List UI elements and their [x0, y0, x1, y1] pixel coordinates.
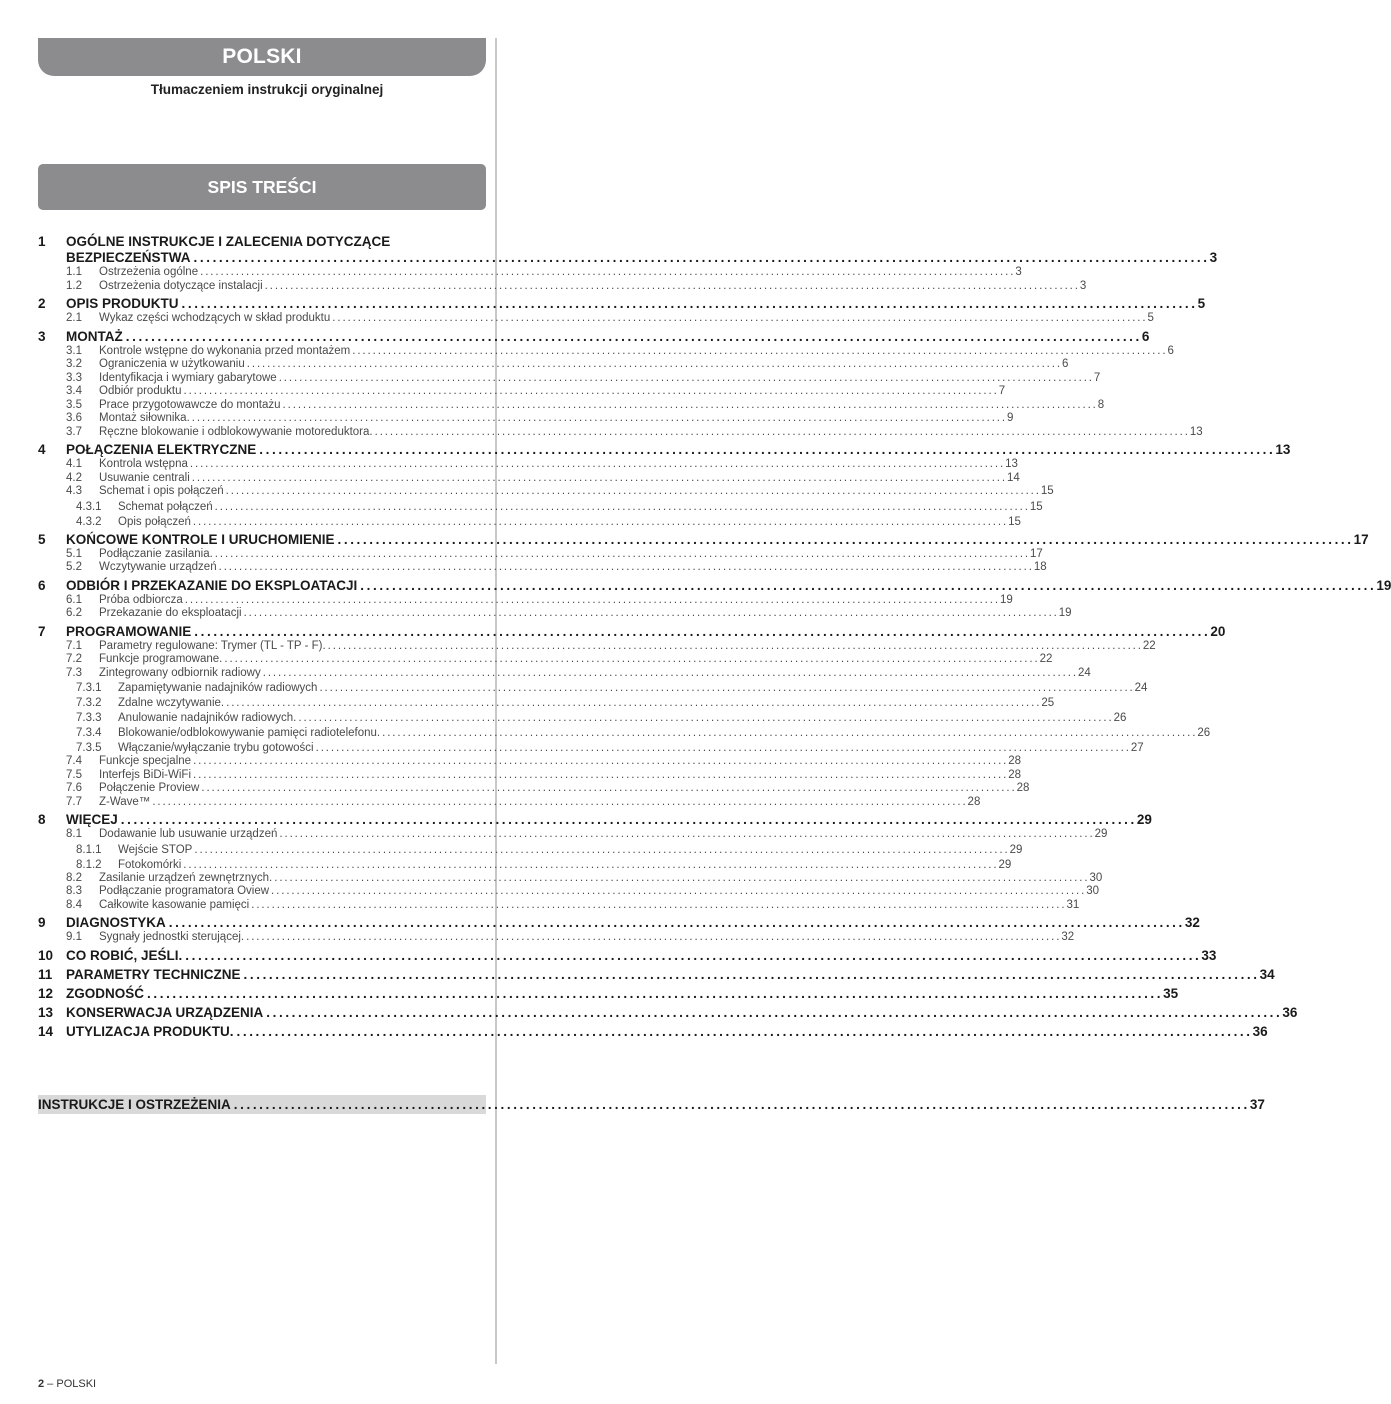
toc-subsection-title: Przekazanie do eksploatacji: [99, 607, 242, 619]
toc-subsection-page: 19: [999, 593, 1013, 606]
toc-subsection-number: 5.2: [66, 561, 82, 573]
toc-subsubsection-number: 7.3.2: [76, 697, 102, 709]
toc-leader-dots: ................................................................................................................................................................: [374, 425, 1190, 438]
toc-section-page: 36: [1282, 1004, 1298, 1020]
toc-subsection-title: Parametry regulowane: Trymer (TL - TP - F).: [99, 639, 326, 652]
toc-final-page: 37: [1249, 1097, 1265, 1112]
toc-subsection-number: 7.3: [66, 666, 82, 679]
toc-leader-dots: ................................................................................................................................................................: [319, 682, 1135, 694]
toc-subsubsection-title: Opis połączeń: [118, 515, 191, 528]
toc-leader-dots: ................................................................................................................................................................: [201, 782, 1017, 794]
toc-final-entry[interactable]: [38, 1095, 1265, 1114]
toc-subsection[interactable]: [38, 485, 1054, 499]
toc-subsubsection-number: 7.3.4: [76, 727, 102, 739]
toc-subsection-page: 32: [1061, 931, 1075, 943]
toc-subsection-page: 19: [1058, 607, 1072, 619]
toc-subsection-page: 14: [1006, 471, 1020, 484]
toc-section-page: 19: [1376, 577, 1391, 593]
toc-subsection-page: 6: [1061, 358, 1069, 370]
toc-leader-dots: ................................................................................................................................................................: [181, 296, 1198, 311]
toc-section-page: 6: [1141, 328, 1150, 344]
toc-section-number: 9: [38, 915, 46, 930]
toc-subsection[interactable]: [38, 871, 1103, 886]
toc-section-page: 13: [1275, 442, 1291, 457]
toc-section[interactable]: [38, 812, 1152, 828]
toc-leader-dots: ................................................................................................................................................................: [193, 768, 1009, 781]
toc-subsection-number: 3.5: [66, 398, 82, 411]
toc-leader-dots: ................................................................................................................................................................: [168, 915, 1185, 930]
toc-section-number: 14: [38, 1023, 54, 1039]
toc-leader-dots: ................................................................................................................................................................: [282, 398, 1098, 411]
toc-subsection-page: 28: [967, 795, 981, 808]
toc-subsection-title: Ostrzeżenia ogólne: [99, 266, 199, 278]
toc-section-number: 4: [38, 442, 46, 457]
toc-section-title: PARAMETRY TECHNICZNE: [66, 966, 241, 982]
toc-leader-dots: ................................................................................................................................................................: [191, 471, 1007, 484]
toc-leader-dots: ................................................................................................................................................................: [226, 697, 1042, 709]
toc-subsubsection[interactable]: [38, 726, 1211, 740]
toc-subsection[interactable]: [38, 312, 1154, 326]
toc-section-title: BEZPIECZEŃSTWA: [66, 250, 191, 265]
toc-section-title: ODBIÓR I PRZEKAZANIE DO EKSPLOATACJI: [66, 577, 358, 593]
toc-leader-dots: ................................................................................................................................................................: [189, 458, 1006, 470]
toc-leader-dots: ................................................................................................................................................................: [337, 531, 1354, 547]
toc-subsection-number: 8.3: [66, 885, 82, 897]
toc-subsection-number: 7.5: [66, 768, 82, 781]
toc-subsection[interactable]: [38, 561, 1047, 575]
toc-section[interactable]: [38, 1004, 1298, 1021]
toc-section-number: 2: [38, 296, 46, 311]
toc-subsubsection[interactable]: [38, 515, 1021, 529]
toc-section-page: 35: [1163, 985, 1179, 1001]
toc-section[interactable]: [38, 947, 1217, 964]
toc-subsection[interactable]: [38, 653, 1053, 667]
toc-subsection-number: 7.1: [66, 639, 82, 652]
toc-subsection-number: 3.7: [66, 425, 82, 438]
toc-leader-dots: ................................................................................................................................................................: [214, 547, 1031, 560]
toc-subsubsection-number: 8.1.1: [76, 843, 102, 856]
footer-language: POLSKI: [56, 1378, 97, 1390]
toc-subsection-page: 6: [1167, 344, 1174, 357]
toc-section-title: KONSERWACJA URZĄDZENIA: [66, 1004, 264, 1020]
toc-subsection-page: 8: [1097, 398, 1105, 411]
toc-subsection-title: Podłączanie zasilania.: [99, 547, 213, 560]
toc-section[interactable]: [38, 531, 1369, 548]
toc-banner: [38, 164, 486, 210]
toc-subsection[interactable]: [38, 344, 1174, 359]
toc-subsubsection-page: 24: [1134, 682, 1148, 694]
toc-subsection-page: 3: [1079, 279, 1087, 292]
toc-subsection-number: 3.6: [66, 412, 82, 424]
toc-subsection-page: 22: [1039, 653, 1053, 665]
toc-subsection-number: 3.3: [66, 371, 82, 384]
toc-subsubsection-page: 29: [998, 858, 1012, 871]
toc-subsection[interactable]: [38, 666, 1091, 681]
toc-subsection-number: 6.1: [66, 593, 82, 606]
toc-section[interactable]: [38, 623, 1226, 640]
toc-section-title: CO ROBIĆ, JEŚLI.: [66, 947, 183, 963]
footer-separator: –: [44, 1378, 57, 1390]
toc-leader-dots: ................................................................................................................................................................: [243, 607, 1059, 619]
toc-subsection[interactable]: [38, 828, 1108, 842]
toc-subsection[interactable]: [38, 931, 1075, 945]
toc-subsection-page: 28: [1008, 755, 1022, 767]
toc-subsection-number: 7.6: [66, 782, 82, 794]
toc-section-title: MONTAŻ: [66, 328, 123, 344]
toc-subsection-title: Ostrzeżenia dotyczące instalacji: [99, 279, 263, 292]
toc-leader-dots: ................................................................................................................................................................: [243, 966, 1260, 982]
toc-subsection[interactable]: [38, 607, 1072, 621]
toc-leader-dots: ................................................................................................................................................................: [200, 266, 1016, 278]
toc-leader-dots: ................................................................................................................................................................: [259, 442, 1276, 457]
toc-subsection-page: 31: [1066, 898, 1080, 911]
toc-subsubsection-number: 7.3.3: [76, 712, 102, 724]
document-subtitle: Tłumaczeniem instrukcji oryginalnej: [150, 82, 384, 97]
toc-subsection-title: Z-Wave™: [99, 795, 151, 808]
toc-subsection-title: Ograniczenia w użytkowaniu: [99, 358, 245, 370]
toc-leader-dots: ................................................................................................................................................................: [183, 858, 999, 871]
toc-section-title-part1: OGÓLNE INSTRUKCJE I ZALECENIA DOTYCZĄCE: [66, 234, 391, 249]
page-footer: [38, 1378, 96, 1390]
toc-subsection-title: Usuwanie centrali: [99, 471, 190, 484]
toc-subsubsection-title: Blokowanie/odblokowywanie pamięci radiotelefonu.: [118, 727, 381, 739]
toc-leader-dots: ................................................................................................................................................................: [120, 812, 1137, 827]
toc-subsection-number: 3.2: [66, 358, 82, 370]
toc-section-title: POŁĄCZENIA ELEKTRYCZNE: [66, 442, 257, 457]
toc-subsection-page: 22: [1142, 639, 1156, 652]
toc-subsubsection[interactable]: [38, 843, 1023, 857]
toc-subsection[interactable]: [38, 371, 1101, 386]
toc-leader-dots: ................................................................................................................................................................: [236, 1023, 1253, 1039]
toc-subsection-title: Wczytywanie urządzeń: [99, 561, 217, 573]
toc-subsection-number: 3.4: [66, 385, 82, 397]
toc-subsection-number: 9.1: [66, 931, 82, 943]
toc-leader-dots: ................................................................................................................................................................: [193, 250, 1210, 265]
toc-section-page: 20: [1210, 623, 1226, 639]
toc-leader-dots: ................................................................................................................................................................: [194, 623, 1211, 639]
toc-subsection-number: 1.2: [66, 279, 82, 292]
toc-subsection-page: 28: [1016, 782, 1030, 794]
toc-subsection-page: 18: [1033, 561, 1047, 573]
toc-section-title: OPIS PRODUKTU: [66, 296, 179, 311]
toc-subsubsection[interactable]: [38, 858, 1012, 872]
toc-section[interactable]: [38, 296, 1206, 312]
toc-subsection-title: Ręczne blokowanie i odblokowywanie motoreduktora.: [99, 425, 373, 438]
toc-title: SPIS TREŚCI: [207, 176, 317, 197]
toc-final-title: INSTRUKCJE I OSTRZEŻENIA: [38, 1097, 231, 1112]
toc-section-title: WIĘCEJ: [66, 812, 118, 827]
toc-section-number: 8: [38, 812, 46, 827]
toc-section[interactable]: [38, 442, 1291, 458]
toc-leader-dots: ................................................................................................................................................................: [382, 727, 1198, 739]
toc-subsection-title: Prace przygotowawcze do montażu: [99, 398, 281, 411]
toc-subsubsection[interactable]: [38, 741, 1144, 755]
toc-subsubsection-number: 7.3.5: [76, 742, 102, 754]
toc-leader-dots: ................................................................................................................................................................: [184, 593, 1000, 606]
toc-leader-dots: ................................................................................................................................................................: [246, 931, 1062, 943]
toc-subsection[interactable]: [38, 755, 1022, 769]
toc-leader-dots: ................................................................................................................................................................: [185, 947, 1202, 963]
toc-subsection[interactable]: [38, 885, 1100, 899]
toc-section[interactable]: [38, 1023, 1268, 1040]
toc-leader-dots: ................................................................................................................................................................: [225, 485, 1041, 497]
toc-subsubsection-title: Zdalne wczytywanie.: [118, 697, 225, 709]
toc-subsection[interactable]: [38, 795, 981, 810]
toc-section-title: UTYLIZACJA PRODUKTU.: [66, 1023, 234, 1039]
toc-leader-dots: ................................................................................................................................................................: [194, 843, 1010, 856]
toc-subsection[interactable]: [38, 425, 1203, 440]
toc-section[interactable]: [38, 985, 1179, 1002]
toc-subsection-title: Kontrola wstępna: [99, 458, 188, 470]
toc-subsection-page: 29: [1094, 828, 1108, 840]
toc-subsection[interactable]: [38, 593, 1013, 608]
toc-subsection[interactable]: [38, 898, 1080, 913]
toc-subsection-page: 28: [1008, 768, 1022, 781]
toc-subsection-title: Połączenie Proview: [99, 782, 200, 794]
toc-subsection-number: 4.2: [66, 471, 82, 484]
toc-subsection-number: 5.1: [66, 547, 82, 560]
toc-section[interactable]: [38, 234, 1218, 266]
toc-subsubsection[interactable]: [38, 711, 1127, 725]
toc-section-title-line: [38, 250, 1218, 266]
toc-subsection-number: 7.2: [66, 653, 82, 665]
toc-subsection[interactable]: [38, 458, 1018, 472]
toc-subsubsection-title: Schemat połączeń: [118, 500, 213, 513]
toc-leader-dots: ................................................................................................................................................................: [332, 312, 1148, 324]
toc-subsection-number: 7.4: [66, 755, 82, 767]
toc-leader-dots: ................................................................................................................................................................: [224, 653, 1040, 665]
toc-section-title: DIAGNOSTYKA: [66, 915, 166, 930]
toc-leader-dots: ................................................................................................................................................................: [147, 985, 1164, 1001]
toc-section-title: PROGRAMOWANIE: [66, 623, 192, 639]
toc-leader-dots: ................................................................................................................................................................: [327, 639, 1143, 652]
toc-subsection-number: 6.2: [66, 607, 82, 619]
toc-leader-dots: ................................................................................................................................................................: [315, 742, 1131, 754]
language-title: POLSKI: [222, 45, 302, 68]
toc-section-page: 33: [1201, 947, 1217, 963]
toc-leader-dots: ................................................................................................................................................................: [262, 666, 1078, 679]
toc-section-page: 32: [1184, 915, 1200, 930]
toc-subsection-number: 2.1: [66, 312, 82, 324]
toc-section[interactable]: [38, 966, 1275, 983]
toc-section-number: 7: [38, 623, 46, 639]
toc-subsection-page: 13: [1005, 458, 1018, 470]
toc-leader-dots: ................................................................................................................................................................: [264, 279, 1080, 292]
toc-section-number: 5: [38, 531, 46, 547]
toc-subsection[interactable]: [38, 547, 1043, 562]
toc-subsection[interactable]: [38, 639, 1156, 654]
toc-section-number: 11: [38, 966, 53, 982]
table-of-contents: [38, 234, 1391, 1040]
toc-section[interactable]: [38, 328, 1150, 345]
toc-subsection[interactable]: [38, 768, 1022, 783]
toc-subsubsection-page: 29: [1009, 843, 1023, 856]
toc-subsubsection-number: 7.3.1: [76, 682, 102, 694]
toc-subsection-title: Podłączanie programatora Oview: [99, 885, 270, 897]
toc-subsubsection-title: Zapamiętywanie nadajników radiowych: [118, 682, 318, 694]
toc-subsection[interactable]: [38, 782, 1030, 796]
toc-subsection-title: Zasilanie urządzeń zewnętrznych.: [99, 871, 273, 884]
toc-section-page: 17: [1353, 531, 1369, 547]
toc-section-page: 29: [1136, 812, 1152, 827]
toc-subsection-number: 4.1: [66, 458, 82, 470]
toc-subsection[interactable]: [38, 471, 1020, 486]
toc-subsubsection-title: Włączanie/wyłączanie trybu gotowości: [118, 742, 314, 754]
toc-subsubsection-title: Wejście STOP: [118, 843, 193, 856]
toc-leader-dots: ................................................................................................................................................................: [352, 344, 1168, 357]
toc-leader-dots: ................................................................................................................................................................: [192, 515, 1009, 528]
toc-subsubsection-page: 15: [1029, 500, 1043, 513]
toc-section-page: 5: [1197, 296, 1206, 311]
toc-section-title-line: [38, 234, 482, 250]
toc-leader-dots: ................................................................................................................................................................: [183, 385, 999, 397]
toc-leader-dots: ................................................................................................................................................................: [152, 795, 968, 808]
toc-section[interactable]: [38, 577, 1391, 594]
toc-subsubsection[interactable]: [38, 696, 1055, 710]
toc-subsection-page: 15: [1040, 485, 1054, 497]
toc-subsection[interactable]: [38, 398, 1105, 413]
toc-subsection-page: 17: [1030, 547, 1043, 560]
toc-subsection[interactable]: [38, 385, 1006, 399]
toc-leader-dots: ................................................................................................................................................................: [218, 561, 1034, 573]
toc-leader-dots: ................................................................................................................................................................: [274, 871, 1090, 884]
toc-subsection-page: 3: [1015, 266, 1022, 278]
toc-subsection-title: Wykaz części wchodzących w skład produktu: [99, 312, 331, 324]
toc-subsection-page: 30: [1089, 871, 1103, 884]
toc-subsection-page: 7: [998, 385, 1006, 397]
toc-leader-dots: ................................................................................................................................................................: [214, 500, 1030, 513]
toc-subsection[interactable]: [38, 358, 1069, 372]
toc-section-number: 13: [38, 1004, 54, 1020]
toc-subsection[interactable]: [38, 279, 1087, 294]
toc-leader-dots: ................................................................................................................................................................: [191, 412, 1007, 424]
toc-leader-dots: ................................................................................................................................................................: [125, 328, 1142, 344]
toc-section-title: ZGODNOŚĆ: [66, 985, 145, 1001]
toc-section-number: 3: [38, 328, 46, 344]
toc-leader-dots: ................................................................................................................................................................: [360, 577, 1377, 593]
toc-subsection-title: Kontrole wstępne do wykonania przed montażem: [99, 344, 351, 357]
toc-subsection[interactable]: [38, 412, 1014, 426]
toc-section-number: 6: [38, 577, 46, 593]
toc-subsubsection-number: 4.3.2: [76, 515, 102, 528]
toc-subsection-title: Dodawanie lub usuwanie urządzeń: [99, 828, 278, 840]
footer-page-number: 2: [38, 1378, 45, 1390]
toc-subsubsection-page: 27: [1130, 742, 1144, 754]
toc-subsection-title: Funkcje specjalne: [99, 755, 192, 767]
toc-subsection-number: 8.2: [66, 871, 82, 884]
toc-section-page: 36: [1252, 1023, 1268, 1039]
toc-subsubsection-page: 15: [1008, 515, 1021, 528]
toc-subsection-page: 7: [1093, 371, 1101, 384]
toc-subsection-title: Schemat i opis połączeń: [99, 485, 224, 497]
toc-section-title: KOŃCOWE KONTROLE I URUCHOMIENIE: [66, 531, 335, 547]
language-banner: [38, 38, 486, 76]
toc-subsection-title: Zintegrowany odbiornik radiowy: [99, 666, 261, 679]
toc-leader-dots: ................................................................................................................................................................: [246, 358, 1062, 370]
toc-section[interactable]: [38, 915, 1200, 931]
toc-subsection-number: 4.3: [66, 485, 82, 497]
toc-section-number: 1: [38, 234, 46, 249]
toc-subsection-title: Montaż siłownika.: [99, 412, 190, 424]
toc-leader-dots: ................................................................................................................................................................: [233, 1097, 1250, 1112]
toc-section-page: 3: [1209, 250, 1218, 265]
toc-subsection-number: 8.4: [66, 898, 82, 911]
toc-subsection-number: 8.1: [66, 828, 82, 840]
toc-subsection-title: Próba odbiorcza: [99, 593, 183, 606]
toc-subsection-title: Interfejs BiDi-WiFi: [99, 768, 192, 781]
toc-leader-dots: ................................................................................................................................................................: [271, 885, 1087, 897]
toc-subsubsection-page: 26: [1113, 712, 1127, 724]
toc-section-page: 34: [1259, 966, 1275, 982]
toc-leader-dots: ................................................................................................................................................................: [278, 371, 1094, 384]
toc-section-number: 10: [38, 947, 54, 963]
toc-subsubsection-number: 4.3.1: [76, 500, 102, 513]
toc-leader-dots: ................................................................................................................................................................: [266, 1004, 1283, 1020]
toc-subsection-page: 30: [1086, 885, 1100, 897]
toc-subsubsection-title: Fotokomórki: [118, 858, 182, 871]
toc-subsection-title: Sygnały jednostki sterującej.: [99, 931, 245, 943]
toc-subsection-number: 3.1: [66, 344, 82, 357]
toc-leader-dots: ................................................................................................................................................................: [298, 712, 1114, 724]
toc-subsection-title: Całkowite kasowanie pamięci: [99, 898, 250, 911]
toc-subsection-number: 7.7: [66, 795, 82, 808]
toc-leader-dots: ................................................................................................................................................................: [251, 898, 1067, 911]
toc-subsection[interactable]: [38, 266, 1022, 280]
toc-subsection-title: Odbiór produktu: [99, 385, 182, 397]
toc-subsection-page: 5: [1147, 312, 1154, 324]
toc-leader-dots: ................................................................................................................................................................: [279, 828, 1095, 840]
toc-subsection-title: Funkcje programowane.: [99, 653, 223, 665]
toc-subsubsection[interactable]: [38, 681, 1148, 695]
toc-subsection-number: 1.1: [66, 266, 82, 278]
toc-subsubsection[interactable]: [38, 500, 1043, 514]
toc-subsubsection-number: 8.1.2: [76, 858, 102, 871]
toc-subsection-page: 13: [1189, 425, 1203, 438]
toc-subsubsection-title: Anulowanie nadajników radiowych.: [118, 712, 297, 724]
toc-subsubsection-page: 26: [1197, 727, 1211, 739]
toc-subsubsection-page: 25: [1041, 697, 1055, 709]
toc-subsection-page: 9: [1006, 412, 1014, 424]
toc-subsection-page: 24: [1077, 666, 1091, 679]
toc-leader-dots: ................................................................................................................................................................: [193, 755, 1009, 767]
toc-section-number: 12: [38, 985, 54, 1001]
toc-subsection-title: Identyfikacja i wymiary gabarytowe: [99, 371, 277, 384]
